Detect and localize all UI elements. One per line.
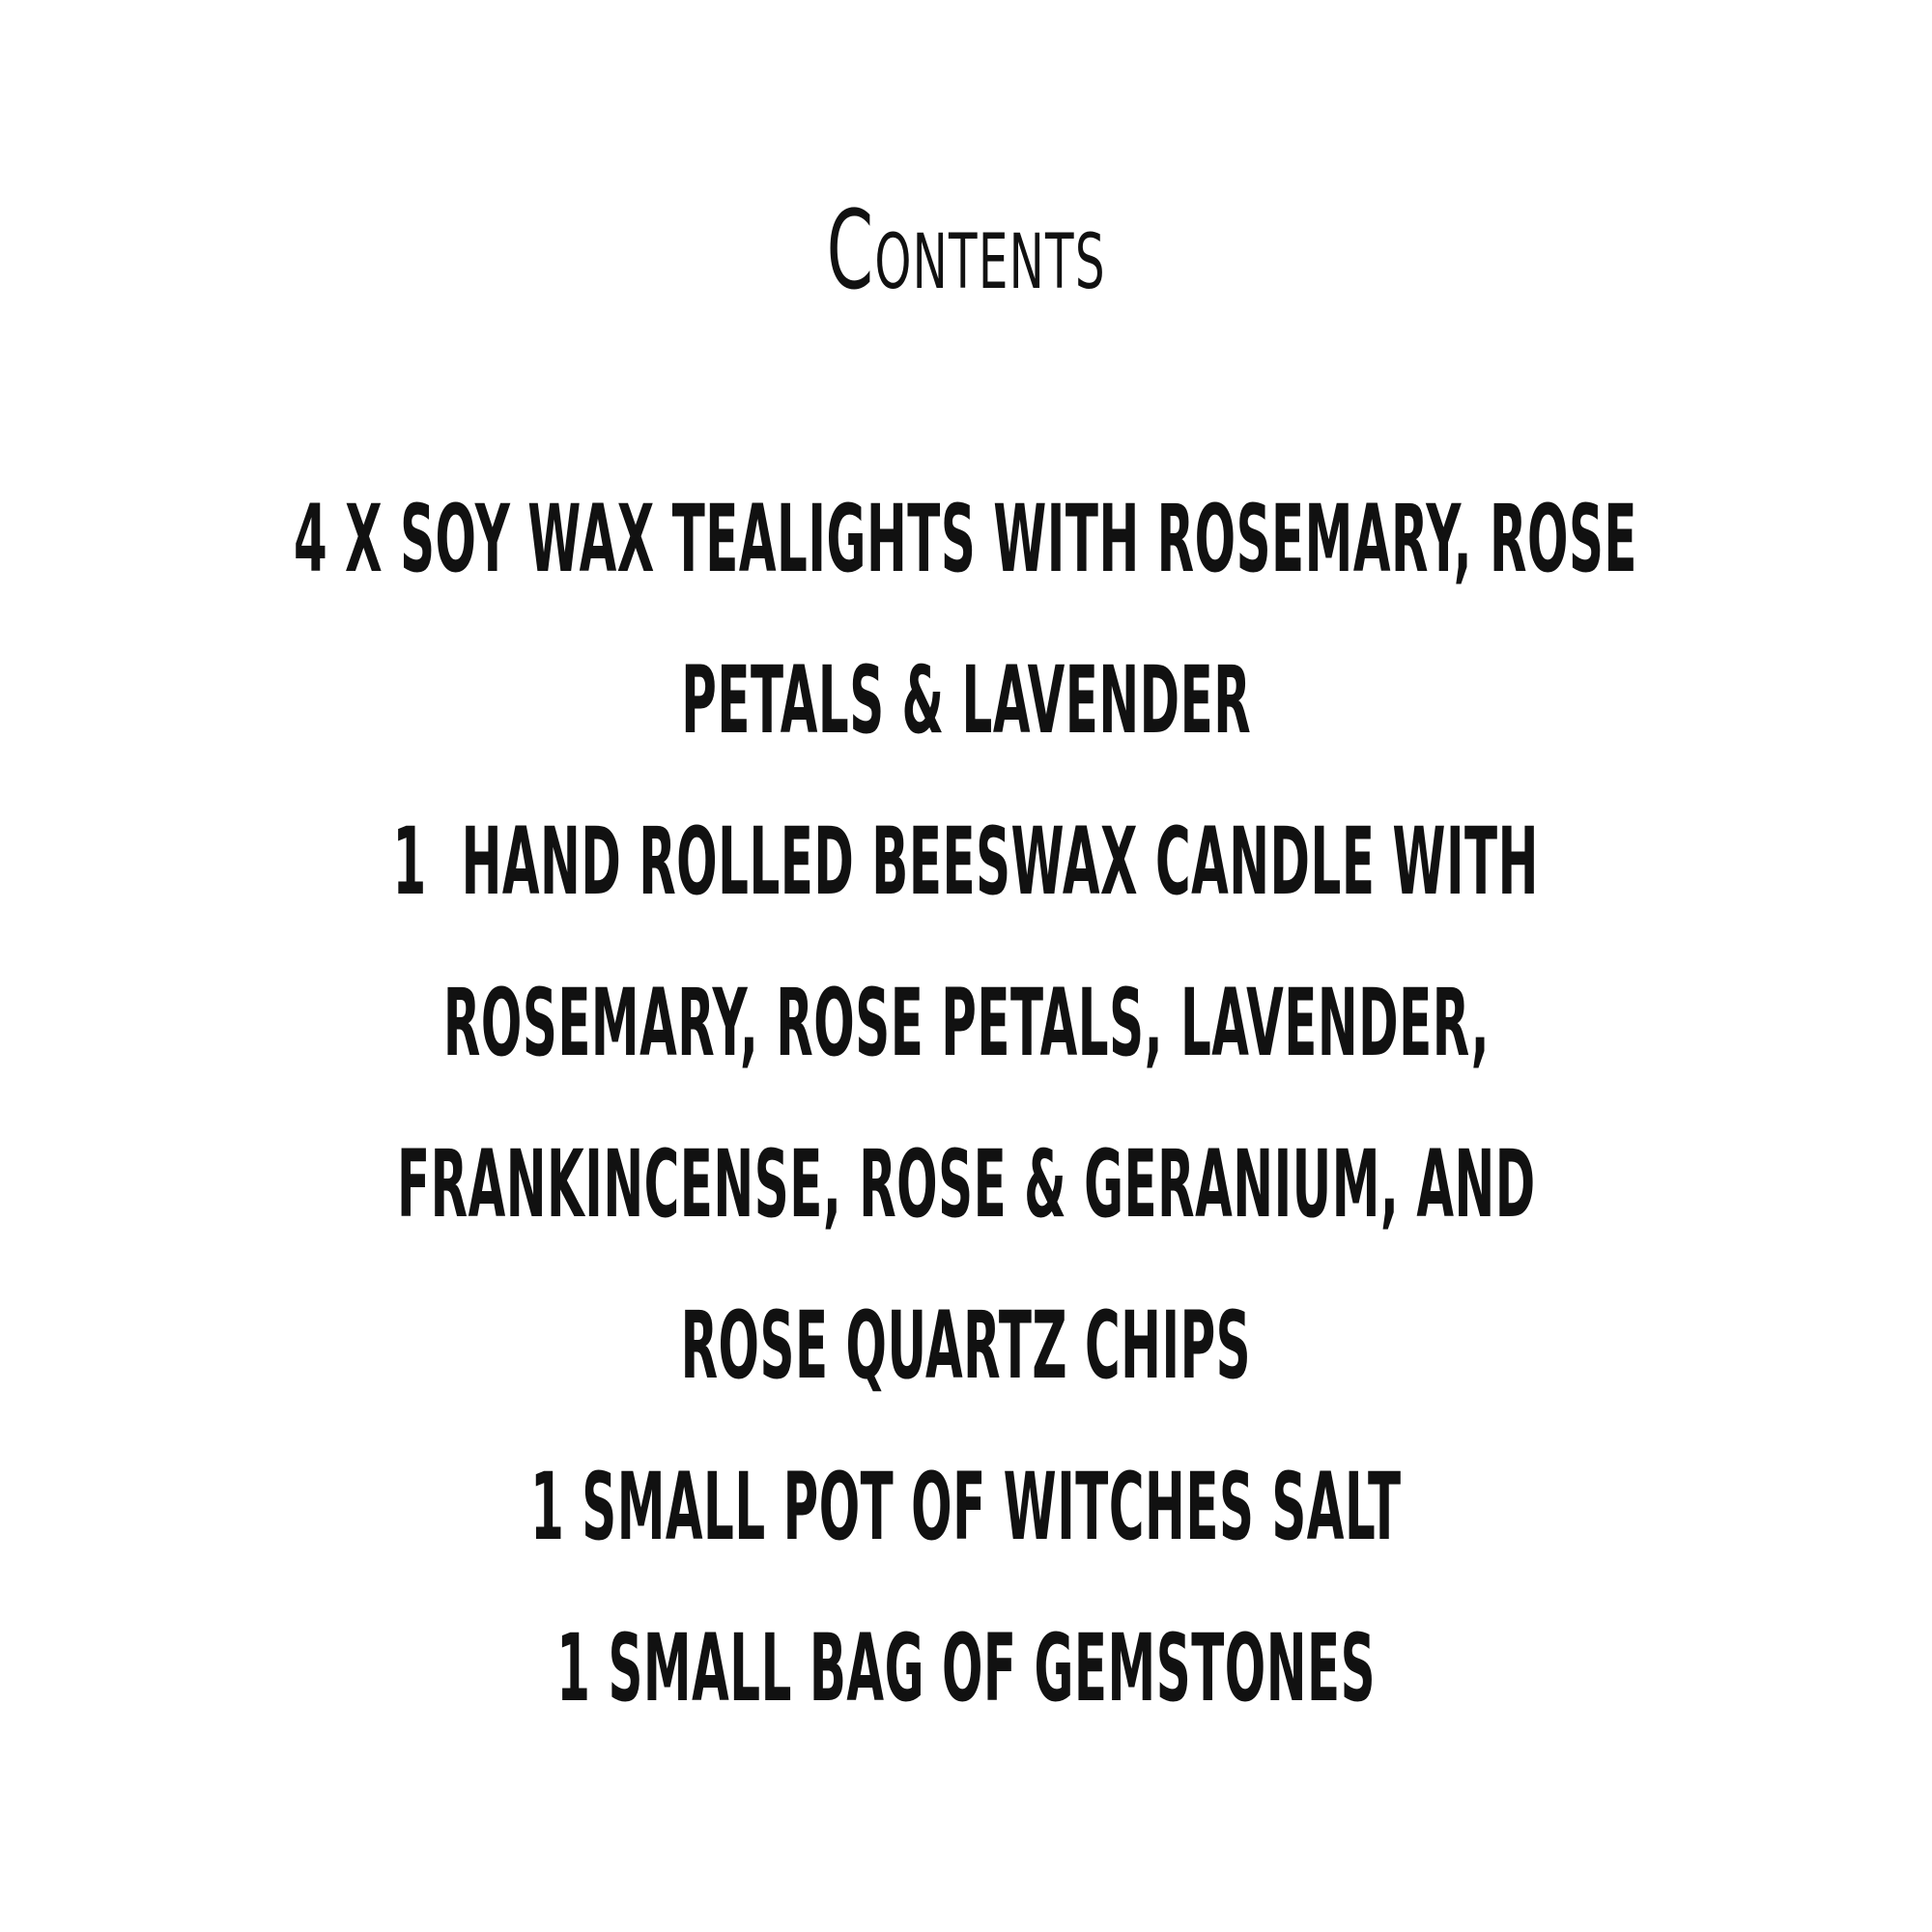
contents-line-3: 1 HAND ROLLED BEESWAX CANDLE WITH [392,808,1540,916]
contents-line-2: PETALS & LAVENDER [681,646,1251,754]
contents-list [0,459,1932,1749]
contents-line-7: 1 SMALL POT OF WITCHES SALT [530,1453,1402,1561]
contents-line-4: ROSEMARY, ROSE PETALS, LAVENDER, [442,969,1490,1077]
contents-line-1: 4 X SOY WAX TEALIGHTS WITH ROSEMARY, ROSE [294,485,1638,593]
contents-line-6: ROSE QUARTZ CHIPS [680,1292,1252,1400]
page-title: Contents [826,188,1106,314]
contents-line-8: 1 SMALL BAG OF GEMSTONES [556,1614,1376,1722]
contents-line-5: FRANKINCENSE, ROSE & GERANIUM, AND [396,1130,1536,1238]
